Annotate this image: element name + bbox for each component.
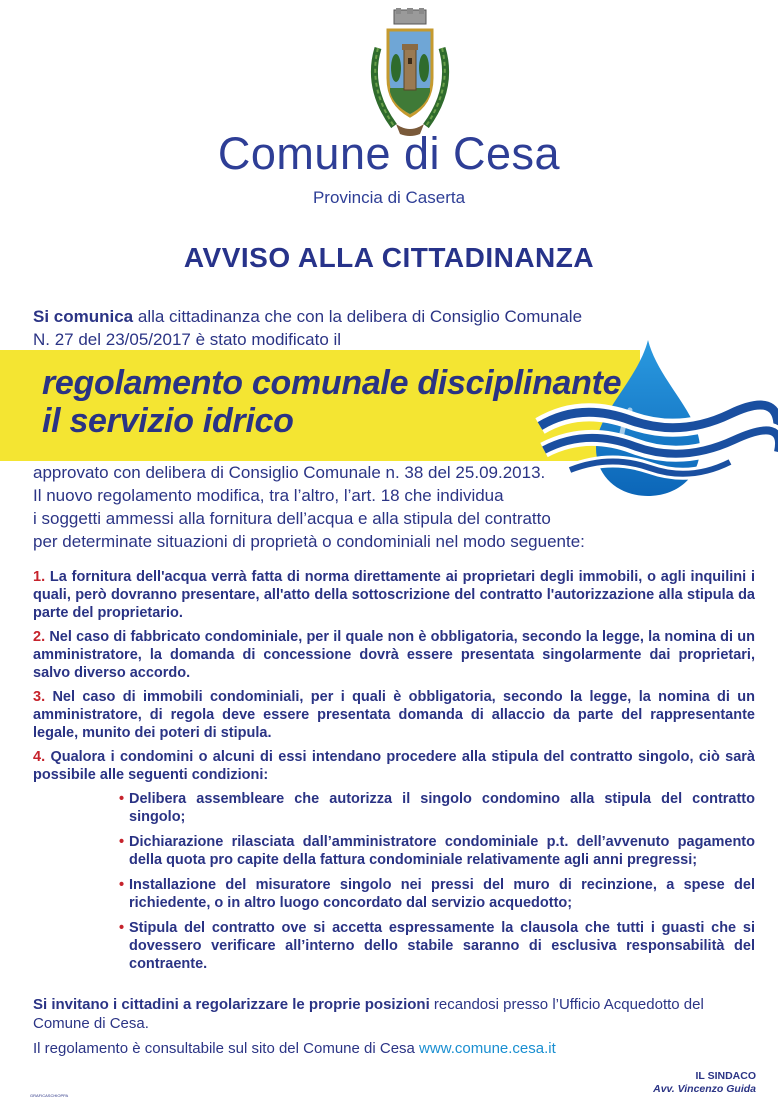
intro-rest: alla cittadinanza che con la delibera di Consiglio Comunale bbox=[133, 307, 583, 326]
list-item bbox=[33, 748, 755, 784]
comune-name: Comune di Cesa bbox=[217, 128, 561, 179]
description-line: per determinate situazioni di proprietà o condominiali nel modo seguente: bbox=[33, 532, 585, 551]
list-item bbox=[33, 688, 755, 742]
item-text: Qualora i condomini o alcuni di essi intendano procedere alla stipula del contratto singolo, ciò sarà possibile alle seguenti condizioni: bbox=[33, 749, 755, 783]
list-item bbox=[33, 568, 755, 622]
intro-lead: Si comunica bbox=[33, 307, 134, 326]
regulation-description bbox=[33, 461, 633, 553]
bullet-icon: • bbox=[119, 877, 125, 893]
signature-name: Avv. Vincenzo Guida bbox=[653, 1083, 756, 1095]
website-link[interactable]: www.comune.cesa.it bbox=[419, 1040, 556, 1057]
description-line: approvato con delibera di Consiglio Comunale n. 38 del 25.09.2013. bbox=[33, 463, 546, 482]
rules-list bbox=[33, 568, 755, 980]
condition-item bbox=[119, 919, 755, 973]
signature-role: IL SINDACO bbox=[695, 1070, 756, 1082]
notice-title: AVVISO ALLA CITTADINANZA bbox=[183, 242, 595, 273]
item-text: Nel caso di immobili condominiali, per i quali è obbligatoria, secondo la legge, la nomina di un amministratore, di regola deve essere presentata domanda di allaccio da parte del rappresentante legale, munito dei poteri di stipula. bbox=[33, 689, 755, 741]
bullet-icon: • bbox=[119, 791, 125, 807]
condition-text: Stipula del contratto ove si accetta espressamente la clausola che tutti i guasti che si dovessero verificare all’interno dello stabile saranno di esclusiva responsabilità del contraente. bbox=[129, 920, 755, 972]
consult-text: Il regolamento è consultabile sul sito del Comune di Cesa bbox=[33, 1040, 420, 1057]
condition-item bbox=[119, 876, 755, 912]
item-number: 2. bbox=[33, 629, 46, 645]
bullet-icon: • bbox=[119, 920, 125, 936]
item-text: La fornitura dell'acqua verrà fatta di norma direttamente ai proprietari degli immobili, o agli inquilini i quali, però dovranno presentare, all'atto della sottoscrizione del contratto l'autorizzazione alla stipula da parte del proprietario. bbox=[33, 569, 755, 621]
item-number: 4. bbox=[33, 749, 46, 765]
description-line: i soggetti ammessi alla fornitura dell’acqua e alla stipula del contratto bbox=[33, 509, 551, 528]
condition-item bbox=[119, 833, 755, 869]
condition-text: Delibera assembleare che autorizza il singolo condomino alla stipula del contratto singolo; bbox=[129, 791, 755, 825]
invite-bold: Si invitano i cittadini a regolarizzare le proprie posizioni bbox=[33, 996, 430, 1013]
conditions-list bbox=[119, 790, 755, 973]
bullet-icon: • bbox=[119, 834, 125, 850]
list-item bbox=[33, 628, 755, 682]
intro-line2: N. 27 del 23/05/2017 è stato modificato il bbox=[33, 330, 342, 349]
invite-paragraph bbox=[33, 995, 755, 1033]
provincia-label: Provincia di Caserta bbox=[312, 188, 466, 207]
banner-line1: regolamento comunale disciplinante bbox=[42, 364, 622, 402]
item-number: 1. bbox=[33, 569, 46, 585]
condition-text: Dichiarazione rilasciata dall’amministratore condominiale p.t. dell’avvenuto pagamento della quota pro capite della fattura condominiale relativamente agli anni pregressi; bbox=[129, 834, 755, 868]
design-credit: GRAFICASCHIOPPA bbox=[30, 1093, 69, 1098]
coat-of-arms-icon bbox=[360, 8, 460, 140]
item-number: 3. bbox=[33, 689, 46, 705]
description-line: Il nuovo regolamento modifica, tra l’altro, l’art. 18 che individua bbox=[33, 486, 504, 505]
condition-text: Installazione del misuratore singolo nei pressi del muro di recinzione, a spese del richiedente, o in altro luogo concordato dal servizio acquedotto; bbox=[129, 877, 755, 911]
invite-rest: recandosi presso l’Ufficio Acquedotto del Comune di Cesa. bbox=[33, 996, 704, 1032]
banner-line2: il servizio idrico bbox=[42, 402, 294, 440]
item-text: Nel caso di fabbricato condominiale, per il quale non è obbligatoria, secondo la legge, la nomina di un amministratore, la domanda di concessione dovrà essere presentata singolarmente dai proprietari, salvo diverso accordo. bbox=[33, 629, 755, 681]
condition-item bbox=[119, 790, 755, 826]
signature-block bbox=[560, 1070, 756, 1096]
consult-paragraph bbox=[33, 1040, 755, 1057]
